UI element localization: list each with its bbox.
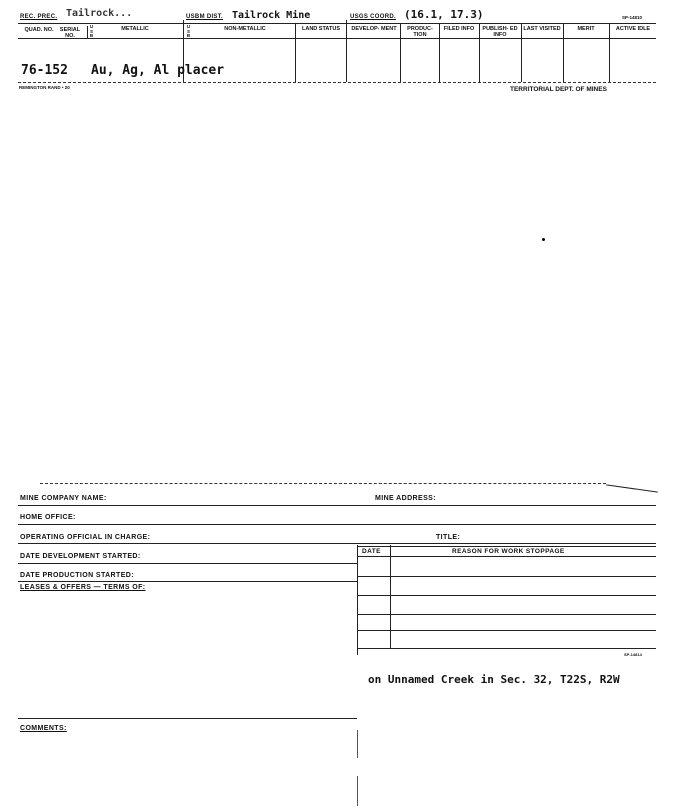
vrule: [563, 24, 564, 82]
card-edge: [606, 484, 658, 492]
non-metallic-header: NON-METALLIC: [224, 26, 266, 32]
comments-label: COMMENTS:: [20, 725, 67, 732]
title-label: TITLE:: [436, 534, 461, 541]
stoppage-row: [357, 595, 656, 596]
vrule: [479, 24, 480, 82]
usbm-dist-value: Tailrock Mine: [232, 10, 311, 21]
top-rule-2: [18, 38, 656, 39]
stoppage-row: [357, 556, 656, 557]
operating-official-label: OPERATING OFFICIAL IN CHARGE:: [20, 534, 151, 541]
bottom-form-number: SP-14814: [624, 652, 642, 657]
production-header: PRODUC- TION: [407, 26, 433, 38]
top-form-number: SP-14810: [622, 15, 643, 20]
metallic-value: Au, Ag, Al placer: [91, 63, 225, 78]
vrule: [295, 24, 296, 82]
serial-no-header: SERIAL NO.: [59, 27, 81, 39]
rule: [357, 546, 656, 547]
rule: [18, 563, 357, 564]
usbm-nonmetallic-code-header: U S B: [186, 24, 191, 38]
rule: [18, 718, 357, 719]
development-header: DEVELOP- MENT: [351, 26, 397, 32]
date-development-started-label: DATE DEVELOPMENT STARTED:: [20, 553, 141, 560]
top-footer-left: REMINGTON RAND • 20: [19, 85, 70, 90]
rec-prec-label: REC. PREC.: [20, 14, 58, 20]
usgs-coord-value: (16.1, 17.3): [404, 8, 484, 21]
date-production-started-label: DATE PRODUCTION STARTED:: [20, 572, 134, 579]
stoppage-row: [357, 614, 656, 615]
usbm-dist-label: USBM DIST.: [186, 14, 224, 20]
active-idle-header: ACTIVE IDLE: [615, 26, 651, 32]
vrule: [346, 20, 347, 82]
metallic-header: METALLIC: [121, 26, 149, 32]
leases-offers-label: LEASES & OFFERS — TERMS OF:: [20, 584, 146, 591]
land-status-header: LAND STATUS: [302, 26, 340, 32]
stoppage-reason-header: REASON FOR WORK STOPPAGE: [452, 548, 565, 555]
speck: [542, 238, 545, 241]
quad-no-header: QUAD. NO.: [24, 27, 54, 33]
mine-company-name-label: MINE COMPANY NAME:: [20, 495, 107, 502]
vertical-rule: [357, 776, 358, 806]
top-rule-1: [18, 23, 656, 24]
location-note: on Unnamed Creek in Sec. 32, T22S, R2W: [368, 673, 620, 686]
card-edge: [40, 483, 606, 484]
vertical-rule: [357, 730, 358, 758]
usgs-coord-label: USGS COORD.: [350, 14, 396, 20]
stoppage-row: [357, 576, 656, 577]
rule: [18, 505, 656, 506]
top-rule-3: [18, 82, 656, 83]
top-footer-right: TERRITORIAL DEPT. OF MINES: [510, 86, 607, 93]
vrule: [439, 24, 440, 82]
stoppage-date-header: DATE: [362, 548, 381, 555]
stoppage-row: [357, 648, 656, 649]
merit-header: MERIT: [577, 26, 595, 32]
vrule: [400, 24, 401, 82]
home-office-label: HOME OFFICE:: [20, 514, 76, 521]
stoppage-row: [357, 630, 656, 631]
rec-prec-value: Tailrock...: [66, 8, 133, 19]
vrule: [521, 24, 522, 82]
rule: [18, 524, 656, 525]
last-visited-header: LAST VISITED: [523, 26, 561, 32]
vrule: [87, 26, 88, 38]
filed-info-header: FILED INFO: [443, 26, 475, 32]
stoppage-table-border: [357, 545, 358, 655]
vrule: [609, 24, 610, 82]
mine-address-label: MINE ADDRESS:: [375, 495, 436, 502]
stoppage-table-divider: [390, 545, 391, 648]
serial-value: 76-152: [21, 63, 68, 78]
published-info-header: PUBLISH- ED INFO: [482, 26, 518, 38]
usbm-metallic-code-header: U S B: [89, 24, 94, 38]
rule: [18, 581, 357, 582]
rule: [18, 543, 656, 544]
